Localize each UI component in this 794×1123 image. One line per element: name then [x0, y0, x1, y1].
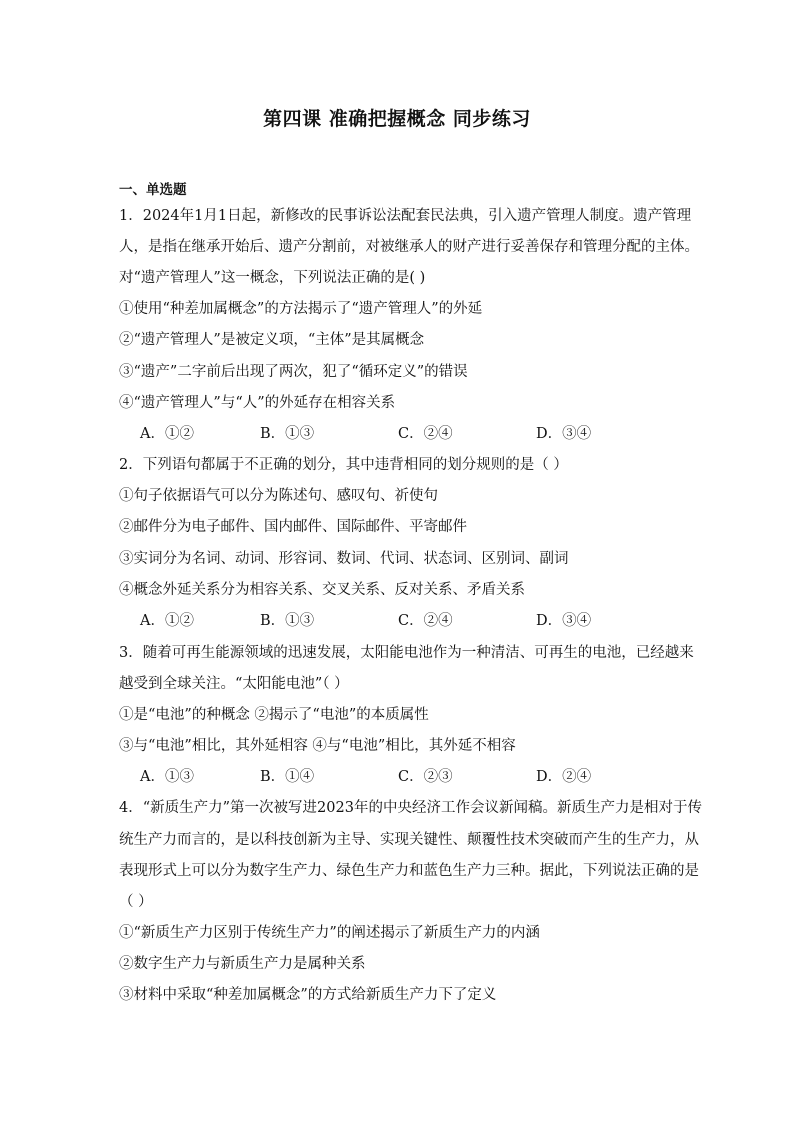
q1-item: ③“遗产”二字前后出现了两次，犯了“循环定义”的错误 [119, 364, 468, 380]
q2-item: ②邮件分为电子邮件、国内邮件、国际邮件、平寄邮件 [119, 519, 467, 535]
q1-item: ④“遗产管理人”与“人”的外延存在相容关系 [119, 395, 396, 411]
q2-options [140, 611, 700, 631]
q1-options [140, 424, 700, 444]
q3-option-c[interactable]: C．②③ [398, 769, 453, 785]
q1-stem-line: 1．2024年1月1日起，新修改的民事诉讼法配套民法典，引入遗产管理人制度。遗产管理 [119, 208, 692, 224]
q2-item: ①句子依据语气可以分为陈述句、感叹句、祈使句 [119, 488, 438, 504]
q3-option-d[interactable]: D．②④ [536, 769, 592, 785]
section-heading: 一、单选题 [119, 182, 187, 198]
q1-option-c[interactable]: C．②④ [398, 426, 453, 442]
q2-option-b[interactable]: B．①③ [260, 613, 315, 629]
q1-item: ②“遗产管理人”是被定义项，“主体”是其属概念 [119, 332, 425, 348]
q4-item: ②数字生产力与新质生产力是属种关系 [119, 956, 366, 972]
q2-option-a[interactable]: A．①② [140, 613, 194, 629]
q1-stem-line: 对“遗产管理人”这一概念，下列说法正确的是( ) [119, 270, 426, 286]
q2-item: ③实词分为名词、动词、形容词、数词、代词、状态词、区别词、副词 [119, 551, 569, 567]
q4-item: ①“新质生产力区别于传统生产力”的阐述揭示了新质生产力的内涵 [119, 925, 540, 941]
q4-item: ③材料中采取“种差加属概念”的方式给新质生产力下了定义 [119, 987, 497, 1003]
q1-stem-line: 人，是指在继承开始后、遗产分割前，对被继承人的财产进行妥善保存和管理分配的主体。 [119, 239, 699, 255]
q3-option-b[interactable]: B．①④ [260, 769, 315, 785]
q3-option-a[interactable]: A．①③ [140, 769, 194, 785]
q2-option-d[interactable]: D．③④ [536, 613, 592, 629]
q1-option-d[interactable]: D．③④ [536, 426, 592, 442]
q3-options [140, 767, 700, 787]
q1-option-a[interactable]: A．①② [140, 426, 194, 442]
q4-stem-line: （ ） [119, 894, 153, 910]
q4-stem-line: 4．“新质生产力”第一次被写进2023年的中央经济工作会议新闻稿。新质生产力是相对于传 [119, 800, 702, 816]
q4-stem-line: 表现形式上可以分为数字生产力、绿色生产力和蓝色生产力三种。据此，下列说法正确的是 [119, 863, 699, 879]
q3-stem-line: 越受到全球关注。“太阳能电池”（ ） [119, 676, 349, 692]
page-title: 第四课 准确把握概念 同步练习 [263, 108, 531, 130]
q3-item: ①是“电池”的种概念 ②揭示了“电池”的本质属性 [119, 707, 429, 723]
q1-option-b[interactable]: B．①③ [260, 426, 315, 442]
q2-option-c[interactable]: C．②④ [398, 613, 453, 629]
q1-item: ①使用“种差加属概念”的方法揭示了“遗产管理人”的外延 [119, 301, 483, 317]
q2-item: ④概念外延关系分为相容关系、交叉关系、反对关系、矛盾关系 [119, 582, 525, 598]
q3-stem-line: 3．随着可再生能源领域的迅速发展，太阳能电池作为一种清洁、可再生的电池，已经越来 [119, 645, 694, 661]
q3-item: ③与“电池”相比，其外延相容 ④与“电池”相比，其外延不相容 [119, 738, 516, 754]
q2-stem-line: 2．下列语句都属于不正确的划分，其中违背相同的划分规则的是（ ） [119, 457, 568, 473]
q4-stem-line: 统生产力而言的，是以科技创新为主导、实现关键性、颠覆性技术突破而产生的生产力，从 [119, 832, 699, 848]
